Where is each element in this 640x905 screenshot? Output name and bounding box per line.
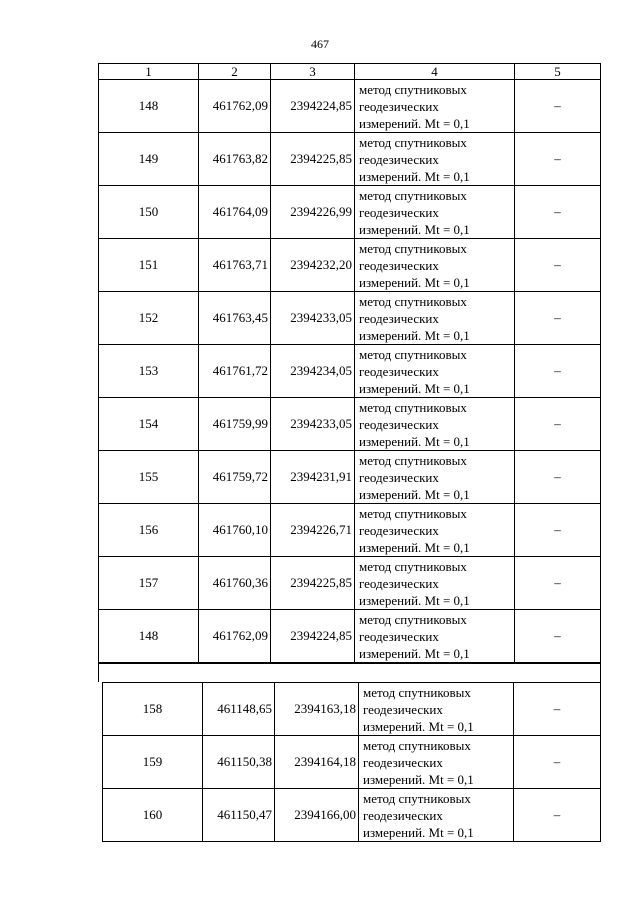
method-line: геодезических: [359, 363, 439, 379]
point-number-cell: 155: [99, 451, 199, 504]
method-line: метод спутниковых: [359, 558, 467, 574]
x-coordinate-cell: 461759,99: [199, 398, 271, 451]
point-number-cell: 157: [99, 557, 199, 610]
method-cell: [355, 80, 515, 133]
y-coordinate-cell: 2394233,05: [271, 292, 355, 345]
note-cell: –: [515, 80, 601, 133]
note-cell: –: [515, 186, 601, 239]
method-line: метод спутниковых: [359, 399, 467, 415]
method-line: метод спутниковых: [359, 81, 467, 97]
point-number-cell: 160: [103, 789, 203, 842]
point-number-cell: 153: [99, 345, 199, 398]
method-line: метод спутниковых: [363, 790, 471, 806]
note-cell: –: [514, 736, 601, 789]
method-line: измерений. Mt = 0,1: [359, 592, 470, 608]
method-cell: [359, 736, 514, 789]
method-line: измерений. Mt = 0,1: [359, 433, 470, 449]
method-line: измерений. Mt = 0,1: [359, 327, 470, 343]
note-cell: –: [515, 504, 601, 557]
note-cell: –: [515, 610, 601, 663]
y-coordinate-cell: 2394225,85: [271, 133, 355, 186]
method-line: метод спутниковых: [359, 134, 467, 150]
point-number-cell: 159: [103, 736, 203, 789]
y-coordinate-cell: 2394166,00: [275, 789, 359, 842]
method-line: метод спутниковых: [363, 684, 471, 700]
x-coordinate-cell: 461761,72: [199, 345, 271, 398]
method-cell: [355, 186, 515, 239]
note-cell: –: [514, 683, 601, 736]
point-number-cell: 148: [99, 80, 199, 133]
x-coordinate-cell: 461762,09: [199, 610, 271, 663]
table-row: [103, 789, 601, 842]
method-line: измерений. Mt = 0,1: [359, 380, 470, 396]
x-coordinate-cell: 461148,65: [203, 683, 275, 736]
x-coordinate-cell: 461762,09: [199, 80, 271, 133]
method-line: геодезических: [359, 257, 439, 273]
point-number-cell: 151: [99, 239, 199, 292]
method-cell: [355, 557, 515, 610]
page-number: 467: [311, 37, 329, 51]
table-row: [99, 345, 601, 398]
x-coordinate-cell: 461760,10: [199, 504, 271, 557]
method-line: измерений. Mt = 0,1: [359, 645, 470, 661]
y-coordinate-cell: 2394231,91: [271, 451, 355, 504]
method-line: геодезических: [359, 628, 439, 644]
method-line: метод спутниковых: [359, 611, 467, 627]
method-line: геодезических: [359, 469, 439, 485]
method-line: метод спутниковых: [363, 737, 471, 753]
method-line: измерений. Mt = 0,1: [359, 486, 470, 502]
y-coordinate-cell: 2394234,05: [271, 345, 355, 398]
table-row: [99, 186, 601, 239]
note-cell: –: [515, 345, 601, 398]
x-coordinate-cell: 461150,38: [203, 736, 275, 789]
table-row: [99, 133, 601, 186]
header-row: [99, 64, 601, 80]
method-cell: [355, 239, 515, 292]
y-coordinate-cell: 2394224,85: [271, 610, 355, 663]
table-row: [99, 292, 601, 345]
point-number-cell: 156: [99, 504, 199, 557]
method-cell: [359, 789, 514, 842]
method-line: метод спутниковых: [359, 240, 467, 256]
method-line: измерений. Mt = 0,1: [359, 274, 470, 290]
header-col-5: 5: [515, 64, 601, 80]
x-coordinate-cell: 461150,47: [203, 789, 275, 842]
x-coordinate-cell: 461759,72: [199, 451, 271, 504]
method-line: метод спутниковых: [359, 452, 467, 468]
x-coordinate-cell: 461760,36: [199, 557, 271, 610]
method-line: геодезических: [359, 522, 439, 538]
method-line: геодезических: [363, 754, 443, 770]
point-number-cell: 152: [99, 292, 199, 345]
y-coordinate-cell: 2394163,18: [275, 683, 359, 736]
note-cell: –: [515, 239, 601, 292]
method-cell: [355, 610, 515, 663]
point-number-cell: 150: [99, 186, 199, 239]
header-col-2: 2: [199, 64, 271, 80]
coordinates-table-continued: [102, 682, 601, 842]
point-number-cell: 148: [99, 610, 199, 663]
note-cell: –: [515, 292, 601, 345]
table-row: [99, 451, 601, 504]
method-line: метод спутниковых: [359, 505, 467, 521]
method-line: метод спутниковых: [359, 187, 467, 203]
method-line: измерений. Mt = 0,1: [359, 168, 470, 184]
table-row: [103, 683, 601, 736]
y-coordinate-cell: 2394232,20: [271, 239, 355, 292]
method-line: геодезических: [359, 151, 439, 167]
point-number-cell: 149: [99, 133, 199, 186]
method-line: измерений. Mt = 0,1: [359, 115, 470, 131]
table-row: [103, 736, 601, 789]
point-number-cell: 158: [103, 683, 203, 736]
note-cell: –: [515, 557, 601, 610]
method-line: измерений. Mt = 0,1: [363, 718, 474, 734]
x-coordinate-cell: 461763,82: [199, 133, 271, 186]
y-coordinate-cell: 2394226,99: [271, 186, 355, 239]
header-col-3: 3: [271, 64, 355, 80]
x-coordinate-cell: 461763,45: [199, 292, 271, 345]
note-cell: –: [515, 451, 601, 504]
method-line: геодезических: [359, 416, 439, 432]
method-line: измерений. Mt = 0,1: [359, 539, 470, 555]
method-line: геодезических: [363, 701, 443, 717]
header-col-1: 1: [99, 64, 199, 80]
method-line: геодезических: [363, 807, 443, 823]
y-coordinate-cell: 2394226,71: [271, 504, 355, 557]
table-row: [99, 504, 601, 557]
method-cell: [355, 345, 515, 398]
table-row: [99, 610, 601, 663]
coordinates-table: [98, 63, 601, 663]
y-coordinate-cell: 2394233,05: [271, 398, 355, 451]
table-row: [99, 239, 601, 292]
x-coordinate-cell: 461764,09: [199, 186, 271, 239]
method-line: измерений. Mt = 0,1: [363, 824, 474, 840]
table-row: [99, 557, 601, 610]
method-cell: [355, 398, 515, 451]
note-cell: –: [515, 398, 601, 451]
x-coordinate-cell: 461763,71: [199, 239, 271, 292]
y-coordinate-cell: 2394225,85: [271, 557, 355, 610]
note-cell: –: [514, 789, 601, 842]
method-cell: [359, 683, 514, 736]
method-line: геодезических: [359, 310, 439, 326]
header-col-4: 4: [355, 64, 515, 80]
method-line: измерений. Mt = 0,1: [363, 771, 474, 787]
method-line: геодезических: [359, 204, 439, 220]
method-line: метод спутниковых: [359, 293, 467, 309]
table-row: [99, 80, 601, 133]
section-separator: [98, 663, 601, 682]
method-line: измерений. Mt = 0,1: [359, 221, 470, 237]
point-number-cell: 154: [99, 398, 199, 451]
method-line: геодезических: [359, 98, 439, 114]
y-coordinate-cell: 2394164,18: [275, 736, 359, 789]
method-line: геодезических: [359, 575, 439, 591]
method-line: метод спутниковых: [359, 346, 467, 362]
table-row: [99, 398, 601, 451]
method-cell: [355, 451, 515, 504]
method-cell: [355, 504, 515, 557]
note-cell: –: [515, 133, 601, 186]
y-coordinate-cell: 2394224,85: [271, 80, 355, 133]
method-cell: [355, 292, 515, 345]
method-cell: [355, 133, 515, 186]
